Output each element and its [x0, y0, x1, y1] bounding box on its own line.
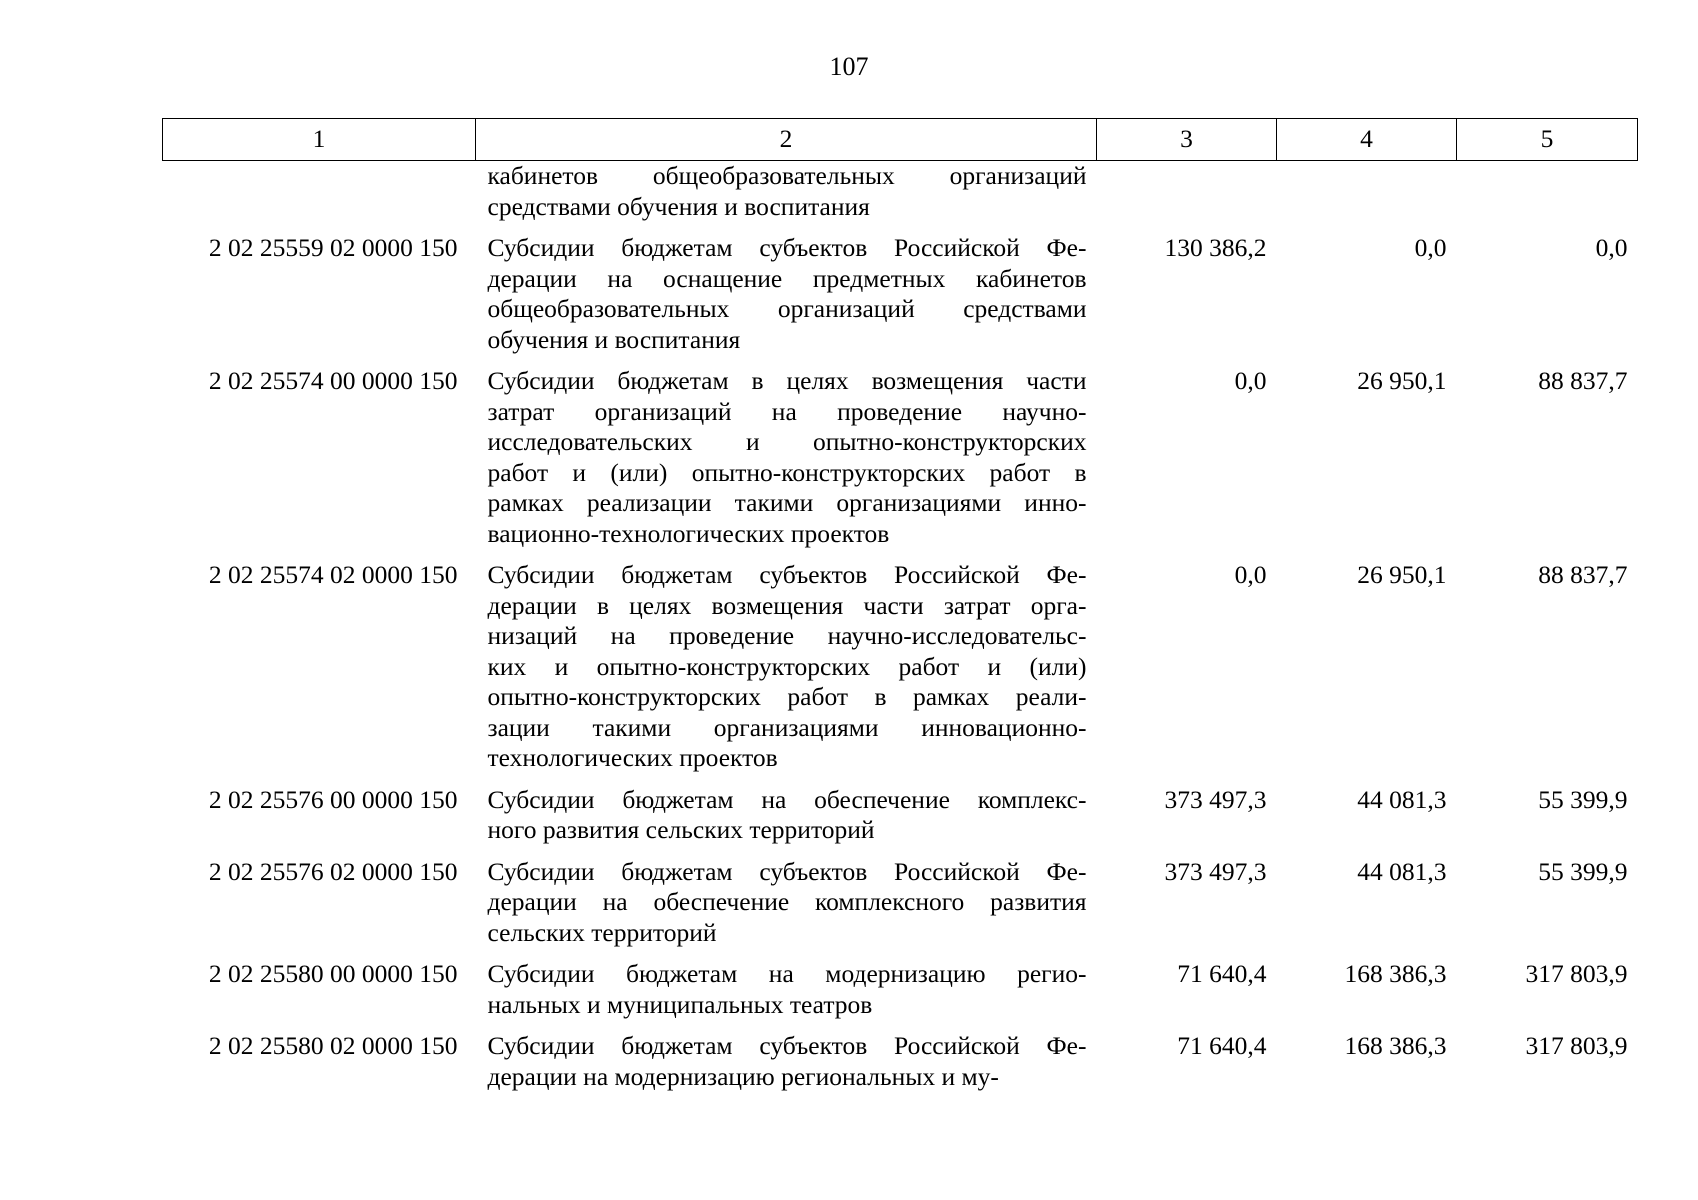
table-row: [163, 785, 1638, 857]
amount-col5-cell: 88 837,7: [1538, 560, 1628, 589]
amount-col3-cell: 130 386,2: [1164, 233, 1267, 262]
column-header-2: 2: [476, 119, 1097, 161]
description-cell: [476, 959, 1097, 1031]
amount-col4-cell: 168 386,3: [1344, 1031, 1447, 1060]
description-line: общеобразовательных организаций средствами: [487, 294, 1087, 323]
description-cell: [476, 161, 1097, 234]
budget-code-cell: 2 02 25574 00 0000 150: [208, 366, 458, 395]
amount-col4-cell: 0,0: [1414, 233, 1447, 262]
amount-col3-cell: 71 640,4: [1177, 959, 1267, 988]
amount-col4-cell: 44 081,3: [1357, 784, 1447, 814]
table-row: [163, 366, 1638, 560]
budget-code-cell: 2 02 25576 02 0000 150: [208, 856, 458, 886]
amount-col5-cell: [1457, 161, 1638, 234]
description-line: вационно-технологических проектов: [487, 518, 890, 548]
budget-code-cell: 2 02 25559 02 0000 150: [208, 233, 458, 262]
amount-col4-cell: 168 386,3: [1344, 959, 1447, 988]
table-row-continuation: [163, 161, 1638, 234]
description-line: зации такими организациями инновационно-: [487, 712, 1087, 742]
amount-col4-cell: 26 950,1: [1357, 366, 1447, 395]
description-line: дерации на модернизацию региональных и му-: [487, 1061, 999, 1091]
description-line: Субсидии бюджетам субъектов Российской Фе-: [487, 560, 1087, 589]
description-line: опытно-конструкторских работ в рамках реали-: [487, 682, 1087, 711]
description-line: нальных и муниципальных театров: [487, 989, 873, 1019]
description-line: Субсидии бюджетам в целях возмещения части: [487, 366, 1087, 395]
budget-table: [162, 118, 1638, 1103]
amount-col3-cell: 373 497,3: [1164, 784, 1267, 814]
column-header-5: 5: [1457, 119, 1638, 161]
amount-col3-cell: 0,0: [1234, 560, 1267, 589]
table-row: [163, 1031, 1638, 1103]
budget-code-cell: 2 02 25580 00 0000 150: [208, 959, 458, 988]
description-line: Субсидии бюджетам субъектов Российской Фе-: [487, 856, 1087, 886]
description-line: Субсидии бюджетам на модернизацию регио-: [487, 959, 1087, 988]
budget-code-cell: [163, 161, 476, 234]
description-line: работ и (или) опытно-конструкторских работ в: [487, 457, 1087, 487]
page-number: 107: [829, 52, 869, 81]
amount-col3-cell: [1097, 161, 1277, 234]
description-line: кабинетов общеобразовательных организаций: [487, 161, 1087, 190]
description-line: сельских территорий: [487, 917, 717, 947]
description-line: технологических проектов: [487, 743, 778, 772]
description-cell: [476, 366, 1097, 560]
description-line: дерации на оснащение предметных кабинетов: [487, 263, 1087, 293]
table-body: [163, 161, 1638, 1104]
description-line: ного развития сельских территорий: [487, 815, 875, 844]
description-cell: [476, 1031, 1097, 1103]
budget-code-cell: 2 02 25580 02 0000 150: [208, 1031, 458, 1060]
table-header-row: [163, 119, 1638, 161]
amount-col5-cell: 55 399,9: [1538, 784, 1628, 814]
amount-col5-cell: 0,0: [1595, 233, 1628, 262]
column-header-3: 3: [1097, 119, 1277, 161]
table-row: [163, 857, 1638, 960]
description-line: обучения и воспитания: [487, 324, 741, 354]
amount-col3-cell: 0,0: [1234, 366, 1267, 395]
description-line: ких и опытно-конструкторских работ и (или): [487, 651, 1087, 681]
description-line: дерации в целях возмещения части затрат орга-: [487, 590, 1087, 620]
description-line: Субсидии бюджетам на обеспечение комплекс-: [487, 784, 1087, 814]
description-line: средствами обучения и воспитания: [487, 191, 870, 221]
amount-col4-cell: [1277, 161, 1457, 234]
description-line: затрат организаций на проведение научно-: [487, 396, 1087, 426]
description-cell: [476, 785, 1097, 857]
column-header-4: 4: [1277, 119, 1457, 161]
description-line: Субсидии бюджетам субъектов Российской Фе-: [487, 1031, 1087, 1060]
table-row: [163, 959, 1638, 1031]
description-line: дерации на обеспечение комплексного развития: [487, 887, 1087, 916]
amount-col5-cell: 317 803,9: [1525, 1031, 1628, 1060]
description-cell: [476, 560, 1097, 785]
amount-col4-cell: 44 081,3: [1357, 856, 1447, 886]
budget-code-cell: 2 02 25574 02 0000 150: [208, 560, 458, 589]
description-line: рамках реализации такими организациями инно-: [487, 488, 1087, 517]
amount-col5-cell: 55 399,9: [1538, 856, 1628, 886]
description-cell: [476, 233, 1097, 366]
description-line: исследовательских и опытно-конструкторских: [487, 427, 1087, 456]
column-header-1: 1: [163, 119, 476, 161]
amount-col5-cell: 317 803,9: [1525, 959, 1628, 988]
description-cell: [476, 857, 1097, 960]
description-line: Субсидии бюджетам субъектов Российской Фе-: [487, 233, 1087, 262]
amount-col4-cell: 26 950,1: [1357, 560, 1447, 589]
amount-col3-cell: 71 640,4: [1177, 1031, 1267, 1060]
budget-code-cell: 2 02 25576 00 0000 150: [208, 784, 458, 814]
description-line: низаций на проведение научно-исследовательс-: [487, 621, 1087, 650]
table-row: [163, 233, 1638, 366]
table-row: [163, 560, 1638, 785]
amount-col3-cell: 373 497,3: [1164, 856, 1267, 886]
amount-col5-cell: 88 837,7: [1538, 366, 1628, 395]
